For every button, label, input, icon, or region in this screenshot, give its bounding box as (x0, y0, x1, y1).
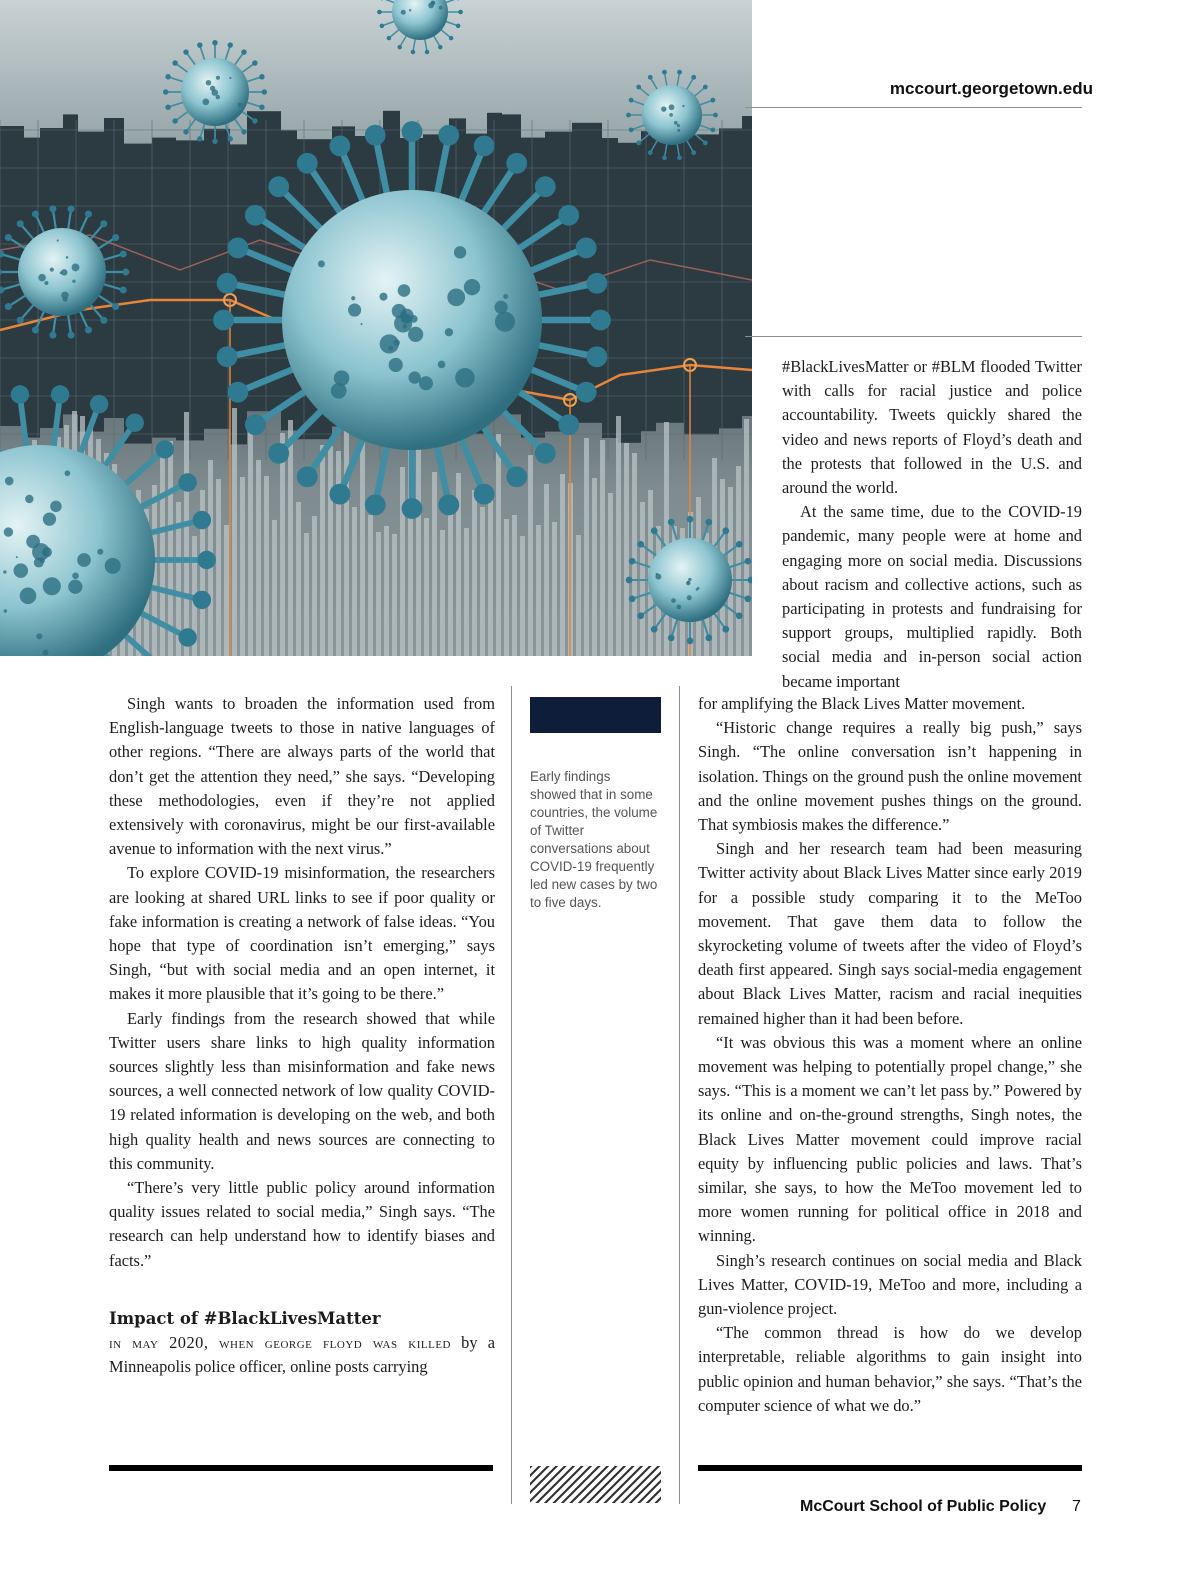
lead-in-smallcaps: in may 2020, when george floyd was killed (109, 1332, 451, 1352)
left-column (109, 692, 495, 1379)
bottom-rule-right (698, 1465, 1082, 1471)
hatch-pattern (530, 1466, 661, 1503)
lead-in-rest: by a Minneapolis police officer, online posts carrying (109, 1332, 496, 1377)
footer-publication: McCourt School of Public Policy (800, 1498, 1047, 1515)
paragraph: #BlackLivesMatter or #BLM flooded Twitter with calls for racial justice and police accountability. Tweets quickly shared the video and news reports of Floyd’s death and the protests that followed in the U.S. and around the world. (782, 357, 1082, 498)
paragraph: At the same time, due to the COVID-19 pandemic, many people were at home and engaging more on social media. Discussions about racism and collective actions, such as participating in protests and fundraising for support groups, multiplied rapidly. Both social media and in-person social action became important (782, 502, 1082, 691)
sidebar-color-block (530, 697, 661, 733)
hero-illustration (0, 0, 752, 656)
paragraph: To explore COVID-19 misinformation, the researchers are looking at shared URL links to see if poor quality or fake information is creating a network of false ideas. “You hope that type of coordination isn’t emerging,” says Singh, “but with social media and an open internet, it makes it more plausible that it’s going to be there.” (109, 863, 495, 1004)
section-heading: Impact of #BlackLivesMatter (109, 1308, 381, 1328)
right-column-upper (782, 355, 1082, 694)
paragraph: “The common thread is how do we develop interpretable, reliable algorithms to gain insight into public opinion and human behavior,” she says. “That’s the computer science of what we do.” (698, 1323, 1082, 1415)
pull-quote: Early findings showed that in some countries, the volume of Twitter conversations about COVID-19 frequently led new cases by two to five days. (530, 769, 658, 910)
virus-icon (377, 0, 463, 54)
paragraph: Singh wants to broaden the information used from English-language tweets to those in native languages of other regions. “There are always parts of the world that don’t get the attention they need,” she says. “Developing these methodologies, even if they’re not applied extensively with coronavirus, might be our first-available avenue to information with the next virus.” (109, 694, 495, 859)
virus-chart-illustration (0, 0, 752, 656)
paragraph: Singh and her research team had been measuring Twitter activity about Black Lives Matter since early 2019 for a possible study comparing it to the MeToo movement. That gave them data to follow the skyrocketing volume of tweets after the video of Floyd’s death first appeared. Singh says social-media engagement about Black Lives Matter, racism and racial inequities remained higher than it had been before. (698, 839, 1082, 1028)
column-rule (679, 686, 680, 1504)
paragraph: Singh’s research continues on social media and Black Lives Matter, COVID-19, MeToo and more, including a gun-violence project. (698, 1250, 1082, 1319)
page-number: 7 (1072, 1498, 1081, 1515)
column-rule (511, 686, 512, 1504)
paragraph: “It was obvious this was a moment where an online movement was helping to potentially propel change,” she says. “This is a moment we can’t let pass by.” Powered by its online and on-the-ground strengths, Singh notes, the Black Lives Matter movement could improve racial equity by influencing public policies and laws. That’s similar, she says, to how the MeToo movement led to more women running for political office in 2018 and winning. (698, 1032, 1082, 1246)
divider-rule (745, 336, 1082, 337)
site-url[interactable]: mccourt.georgetown.edu (889, 79, 1093, 98)
virus-icon (213, 121, 611, 519)
divider-rule (745, 107, 1082, 108)
paragraph: Early findings from the research showed that while Twitter users share links to high quality information sources slightly less than misinformation and fake news sources, a well connected network of low quality COVID-19 related information is developing on the web, and both high quality health and news sources are connecting to this community. (109, 1008, 495, 1173)
paragraph: “There’s very little public policy around information quality issues related to social media,” Singh says. “The research can help understand how to identify biases and facts.” (109, 1178, 495, 1270)
bottom-rule-left (109, 1465, 493, 1471)
paragraph: “Historic change requires a really big push,” says Singh. “The online conversation isn’t happening in isolation. Things on the ground push the online movement and the online movement pushes things on the ground. That symbiosis makes the difference.” (698, 718, 1082, 835)
paragraph: for amplifying the Black Lives Matter movement. (698, 694, 1026, 713)
section-lead-paragraph (109, 1331, 495, 1379)
right-column-lower (698, 692, 1082, 1418)
